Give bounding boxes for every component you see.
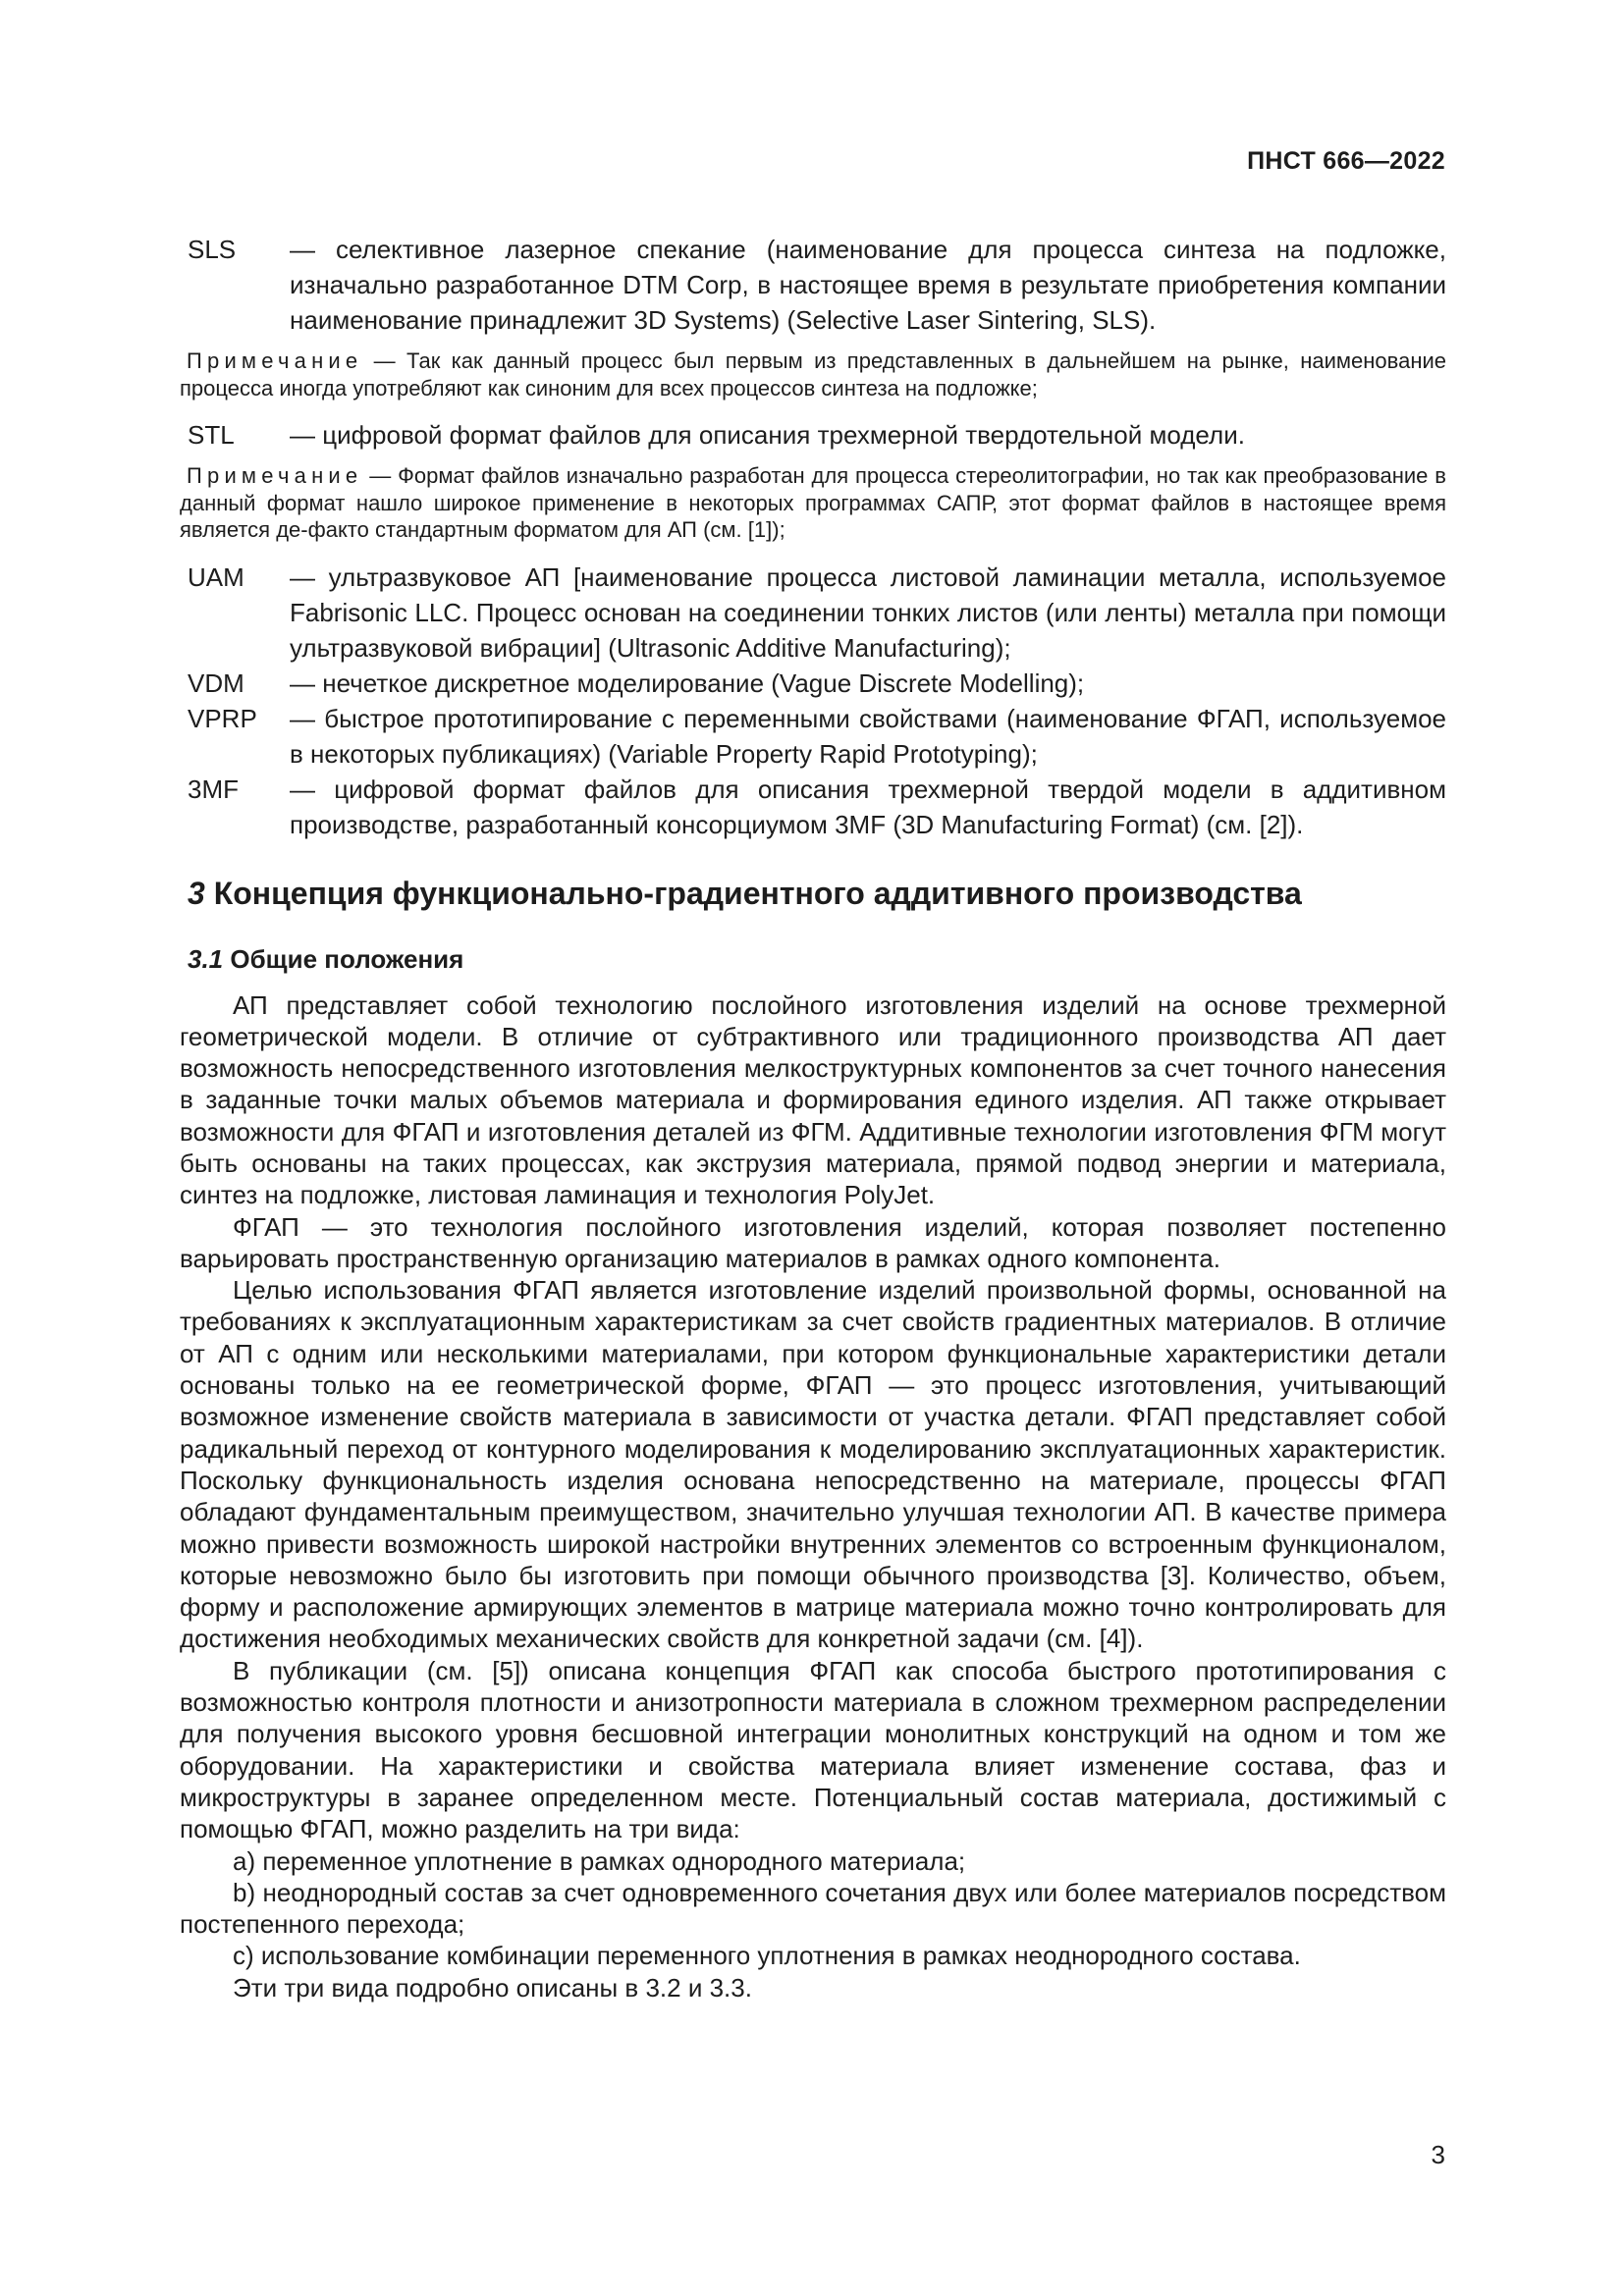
note-stl xyxy=(180,462,1446,544)
paragraph: АП представляет собой технологию послойного изготовления изделий на основе трехмерной геометрической модели. В отличие от субтрактивного или традиционного производства АП дает возможность непосредственного изготовления мелкоструктурных компонентов за счет точного нанесения в заданные точки малых объемов материала и формирования единого изделия. АП также открывает возможности для ФГАП и изготовления деталей из ФГМ. Аддитивные технологии изготовления ФГМ могут быть основаны на таких процессах, как экструзия материала, прямой подвод энергии и материала, синтез на подложке, листовая ламинация и технология PolyJet. xyxy=(180,989,1446,1210)
list-item: a) переменное уплотнение в рамках однородного материала; xyxy=(233,1845,966,1876)
section-number: 3 xyxy=(188,875,205,911)
definition-text: — цифровой формат файлов для описания трехмерной твердой модели в аддитивном производстве, разработанный консорциумом 3MF (3D Manufacturing Format) (см. [2]). xyxy=(290,774,1446,839)
note-label: Примечание xyxy=(187,348,363,373)
subsection-title: Общие положения xyxy=(223,943,464,974)
definition-abbr: VDM xyxy=(188,667,244,698)
composition-list xyxy=(180,1845,1446,1972)
definition-uam xyxy=(180,560,1446,666)
closing-paragraph: Эти три вида подробно описаны в 3.2 и 3.3. xyxy=(233,1972,752,2002)
paragraph: В публикации (см. [5]) описана концепция ФГАП как способа быстрого прототипирования с возможностью контроля плотности и анизотропности материала в сложном трехмерном распределении для получения высокого уровня бесшовной интеграции монолитных конструкций на одном и том же оборудовании. На характеристики и свойства материала влияет изменение состава, фаз и микроструктуры в заранее определенном месте. Потенциальный состав материала, достижимый с помощью ФГАП, можно разделить на три вида: xyxy=(180,1655,1446,1844)
definition-3mf xyxy=(180,772,1446,842)
list-item: b) неоднородный состав за счет одновременного сочетания двух или более материалов посредством постепенного перехода; xyxy=(180,1877,1446,1940)
definition-text: — быстрое прототипирование с переменными свойствами (наименование ФГАП, используемое в некоторых публикациях) (Variable Property Rapid Prototyping); xyxy=(290,703,1446,769)
definition-vprp xyxy=(180,701,1446,772)
definition-abbr: 3MF xyxy=(188,774,239,804)
note-text: — Так как данный процесс был первым из представленных в дальнейшем на рынке, наименование процесса иногда употребляют как синоним для всех процессов синтеза на подложке; xyxy=(180,348,1446,400)
definition-text: — ультразвуковое АП [наименование процесса листовой ламинации металла, используемое Fabrisonic LLC. Процесс основан на соединении тонких листов (или ленты) металла при помощи ультразвуковой вибрации] (Ultrasonic Additive Manufacturing); xyxy=(290,561,1446,663)
document-code: ПНСТ 666—2022 xyxy=(1247,147,1445,175)
definition-abbr: SLS xyxy=(188,235,237,264)
definition-sls xyxy=(180,232,1446,338)
note-label: Примечание xyxy=(187,463,363,488)
definition-text: — селективное лазерное спекание (наименование для процесса синтеза на подложке, изначально разработанное DTM Corp, в настоящее время в результате приобретения компании наименование принадлежит 3D Systems) (Selective Laser Sintering, SLS). xyxy=(290,235,1446,335)
definition-text: — цифровой формат файлов для описания трехмерной твердотельной модели. xyxy=(290,420,1245,450)
section-heading xyxy=(188,872,1446,915)
definition-abbr: STL xyxy=(188,420,235,450)
note-text: — Формат файлов изначально разработан для процесса стереолитографии, но так как преобразование в данный формат нашло широкое применение в некоторых программах САПР, этот формат файлов в настоящее время является де-факто стандартным форматом для АП (см. [1]); xyxy=(180,463,1446,542)
paragraph: ФГАП — это технология послойного изготовления изделий, которая позволяет постепенно варьировать пространственную организацию материалов в рамках одного компонента. xyxy=(180,1211,1446,1273)
definition-abbr: UAM xyxy=(188,561,244,592)
list-item: c) использование комбинации переменного уплотнения в рамках неоднородного состава. xyxy=(233,1941,1301,1971)
section-title: Концепция функционально-градиентного аддитивного производства xyxy=(204,875,1302,911)
paragraph: Целью использования ФГАП является изготовление изделий произвольной формы, основанной на требованиях к эксплуатационным характеристикам за счет свойств градиентных материалов. В отличие от АП с одним или несколькими материалами, при котором функциональные характеристики детали основаны только на ее геометрической форме, ФГАП — это процесс изготовления, учитывающий возможное изменение свойств материала в зависимости от участка детали. ФГАП представляет собой радикальный переход от контурного моделирования к моделированию эксплуатационных характеристик. Поскольку функциональность изделия основана непосредственно на материале, процессы ФГАП обладают фундаментальным преимуществом, значительно улучшая технологии АП. В качестве примера можно привести возможность широкой настройки внутренних элементов со встроенным функционалом, которые невозможно было бы изготовить при помощи обычного производства [3]. Количество, объем, форму и расположение армирующих элементов в матрице материала можно точно контролировать для достижения необходимых механических свойств для конкретной задачи (см. [4]). xyxy=(180,1275,1446,1654)
definition-abbr: VPRP xyxy=(188,703,257,733)
page-number: 3 xyxy=(1431,2140,1445,2169)
page-content xyxy=(180,232,1446,2003)
note-sls xyxy=(180,347,1446,401)
subsection-heading xyxy=(188,942,1446,976)
definition-stl xyxy=(180,417,1446,453)
definition-text: — нечеткое дискретное моделирование (Vague Discrete Modelling); xyxy=(290,667,1085,698)
definition-vdm xyxy=(180,666,1446,701)
subsection-number: 3.1 xyxy=(188,943,224,974)
